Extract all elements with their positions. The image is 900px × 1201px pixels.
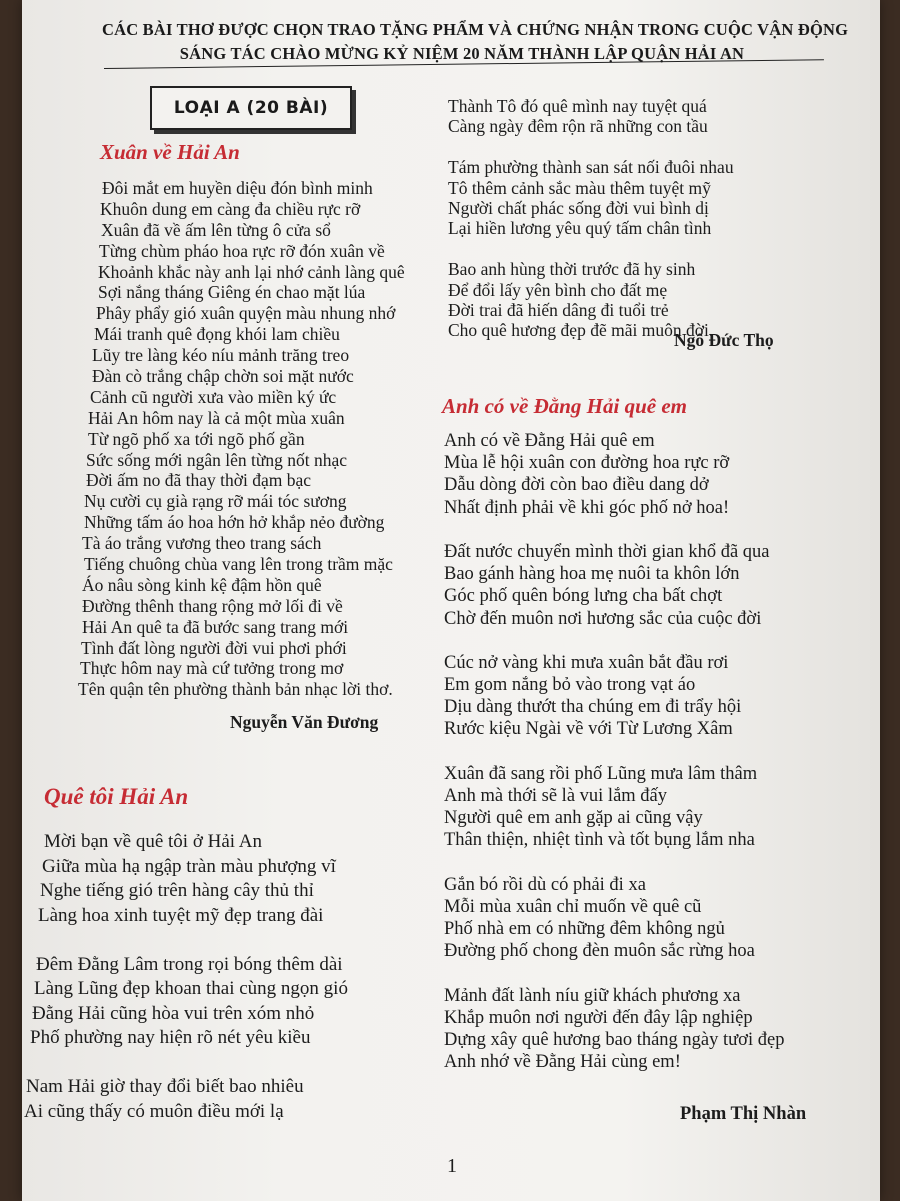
poem-line: Đường thênh thang rộng mở lối đi về — [82, 595, 343, 616]
poem-line: Em gom nắng bỏ vào trong vạt áo — [444, 675, 696, 696]
poem-line: Mời bạn về quê tôi ở Hải An — [44, 831, 262, 852]
poem-line: Người chất phác sống đời vui bình dị — [448, 197, 709, 218]
poem-line: Càng ngày đêm rộn rã những con tầu — [448, 116, 708, 137]
poem-line: Mùa lễ hội xuân con đường hoa rực rỡ — [444, 453, 730, 474]
poem-line: Anh có về Đằng Hải quê em — [444, 431, 655, 451]
poem-lines-continuation — [448, 96, 734, 341]
poem-line: Sợi nắng tháng Giêng én chao mặt lúa — [98, 282, 366, 303]
poem-line: Đường phố chong đèn muôn sắc rừng hoa — [444, 941, 755, 962]
poem-line — [444, 519, 784, 541]
poem-line: Cúc nở vàng khi mưa xuân bắt đầu rơi — [444, 652, 729, 673]
poem-line: Nụ cười cụ già rạng rỡ mái tóc sương — [84, 491, 347, 512]
poem-line: Hải An hôm nay là cả một mùa xuân — [88, 407, 345, 428]
poem-line: Ai cũng thấy có muôn điều mới lạ — [24, 1100, 284, 1122]
poem-line: Nam Hải giờ thay đổi biết bao nhiêu — [26, 1076, 304, 1097]
poem-line: Tà áo trắng vương theo trang sách — [82, 533, 322, 554]
poem-line: Sức sống mới ngân lên từng nốt nhạc — [86, 449, 348, 470]
poem-line: Những tấm áo hoa hớn hở khắp nẻo đường — [84, 512, 385, 533]
poem-line: Giữa mùa hạ ngập tràn màu phượng vĩ — [42, 855, 336, 877]
document-page — [22, 0, 880, 1201]
poem-line: Đời ấm no đã thay thời đạm bạc — [86, 470, 312, 491]
poem-lines-anh-co-ve-dang-hai-que-em — [444, 430, 784, 1073]
poem-line: Người quê em anh gặp ai cũng vậy — [444, 808, 703, 829]
poem-line: Đời trai đã hiến dâng đi tuổi trẻ — [448, 299, 669, 320]
poem-line: Từng chùm pháo hoa rực rỡ đón xuân về — [99, 240, 385, 261]
poem-line: Chờ đến muôn nơi hương sắc của cuộc đời — [444, 608, 762, 629]
poem-line — [444, 963, 784, 985]
poem-line: Tiếng chuông chùa vang lên trong trầm mặc — [84, 554, 393, 575]
poem-line: Khoảnh khắc này anh lại nhớ cảnh làng quê — [98, 261, 405, 282]
poem-lines-xuan-ve-hai-an — [78, 178, 405, 700]
poem-line: Từ ngõ phố xa tới ngõ phố gần — [88, 428, 305, 449]
poem-line: Dịu dàng thướt tha chúng em đi trẩy hội — [444, 697, 742, 718]
poem-line: Để đổi lấy yên bình cho đất mẹ — [448, 279, 668, 300]
poem-line: Xuân đã về ấm lên từng ô cửa sổ — [101, 219, 331, 240]
poem-line: Đất nước chuyển mình thời gian khổ đã qua — [444, 541, 770, 562]
poem-line: Anh mà thới sẽ là vui lắm đấy — [444, 786, 668, 806]
poem-line: Tô thêm cảnh sắc màu thêm tuyệt mỹ — [448, 177, 711, 198]
poem-line: Bao gánh hàng hoa mẹ nuôi ta khôn lớn — [444, 564, 740, 585]
poem-line: Thân thiện, nhiệt tình và tốt bụng lắm nha — [444, 830, 755, 851]
poem-line: Tên quận tên phường thành bản nhạc lời thơ. — [78, 679, 393, 700]
poem-line: Cho quê hương đẹp đẽ mãi muôn đời. — [448, 320, 714, 341]
poem-title-anh-co-ve-dang-hai-que-em: Anh có về Đằng Hải quê em — [442, 394, 687, 418]
poem-line: Lại hiền lương yêu quý tấm chân tình — [448, 218, 712, 239]
poem-line — [444, 741, 784, 763]
poem-line: Đôi mắt em huyền diệu đón bình minh — [102, 178, 373, 198]
poem-line: Mảnh đất lành níu giữ khách phương xa — [444, 985, 741, 1006]
poem-line: Làng Lũng đẹp khoan thai cùng ngọn gió — [34, 978, 348, 999]
poem-line — [444, 630, 784, 652]
poem-line: Phố phường nay hiện rõ nét yêu kiều — [30, 1027, 311, 1048]
poem-title-xuan-ve-hai-an: Xuân về Hải An — [100, 140, 240, 164]
poem-line: Gắn bó rồi dù có phải đi xa — [444, 874, 646, 895]
poem-author-pham-thi-nhan: Phạm Thị Nhàn — [680, 1104, 807, 1124]
poem-line — [448, 137, 734, 157]
page-number: 1 — [447, 1155, 457, 1177]
poem-line — [42, 1051, 348, 1076]
poem-line: Dẫu dòng đời còn bao điều dang dở — [444, 475, 709, 496]
poem-line: Bao anh hùng thời trước đã hy sinh — [448, 259, 696, 280]
poem-line: Anh nhớ về Đằng Hải cùng em! — [444, 1052, 681, 1073]
poem-line: Đằng Hải cũng hòa vui trên xóm nhỏ — [32, 1002, 315, 1024]
poem-line: Khắp muôn nơi người đến đây lập nghiệp — [444, 1007, 753, 1028]
poem-line: Mái tranh quê đọng khói lam chiều — [94, 324, 340, 345]
poem-line: Rước kiệu Ngài về với Từ Lương Xâm — [444, 719, 733, 740]
poem-line: Thành Tô đó quê mình nay tuyệt quá — [448, 96, 707, 116]
poem-line: Nhất định phải về khi góc phố nở hoa! — [444, 497, 730, 518]
poem-line: Tám phường thành san sát nối đuôi nhau — [448, 157, 734, 178]
poem-line: Lũy tre làng kéo níu mảnh trăng treo — [92, 345, 350, 366]
poem-line: Khuôn dung em càng đa chiều rực rỡ — [100, 198, 361, 219]
poem-line: Mỗi mùa xuân chỉ muốn về quê cũ — [444, 896, 702, 917]
poem-line — [448, 239, 734, 259]
poem-line: Nghe tiếng gió trên hàng cây thủ thỉ — [40, 880, 314, 901]
header-line-2: SÁNG TÁC CHÀO MỪNG KỶ NIỆM 20 NĂM THÀNH LẬP QUẬN HẢI AN — [179, 44, 745, 63]
poem-line: Thực hôm nay mà cứ tưởng trong mơ — [80, 658, 344, 679]
poem-line: Tình đất lòng người đời vui phơi phới — [81, 637, 347, 658]
poem-line — [444, 852, 784, 874]
poem-author-ngo-duc-tho: Ngô Đức Thọ — [674, 330, 774, 350]
category-badge: LOẠI A (20 BÀI) — [150, 86, 352, 130]
header-line-1: CÁC BÀI THƠ ĐƯỢC CHỌN TRAO TẶNG PHẨM VÀ CHỨNG NHẬN TRONG CUỘC VẬN ĐỘNG — [102, 20, 849, 39]
poem-line: Phố nhà em có những đêm không ngủ — [444, 919, 725, 940]
poem-author-nguyen-van-duong: Nguyễn Văn Đương — [230, 712, 379, 732]
poem-title-que-toi-hai-an: Quê tôi Hải An — [44, 784, 189, 809]
poem-line: Góc phố quên bóng lưng cha bất chợt — [444, 586, 723, 607]
poem-line: Đàn cò trắng chập chờn soi mặt nước — [92, 366, 354, 387]
poem-line: Làng hoa xinh tuyệt mỹ đẹp trang đài — [38, 904, 324, 926]
poem-line: Cảnh cũ người xưa vào miền ký ức — [90, 386, 337, 407]
poem-line — [42, 928, 348, 953]
poem-line: Đêm Đằng Lâm trong rọi bóng thêm dài — [36, 953, 343, 975]
poem-line: Áo nâu sòng kinh kệ đậm hồn quê — [82, 574, 322, 595]
poem-line: Xuân đã sang rồi phố Lũng mưa lâm thâm — [444, 763, 758, 784]
poem-line: Hải An quê ta đã bước sang trang mới — [82, 616, 349, 637]
poem-line: Phây phẩy gió xuân quyện màu nhung nhớ — [96, 303, 396, 324]
poem-line: Dựng xây quê hương bao tháng ngày tươi đẹp — [444, 1030, 785, 1051]
poem-lines-que-toi-hai-an — [24, 830, 348, 1124]
